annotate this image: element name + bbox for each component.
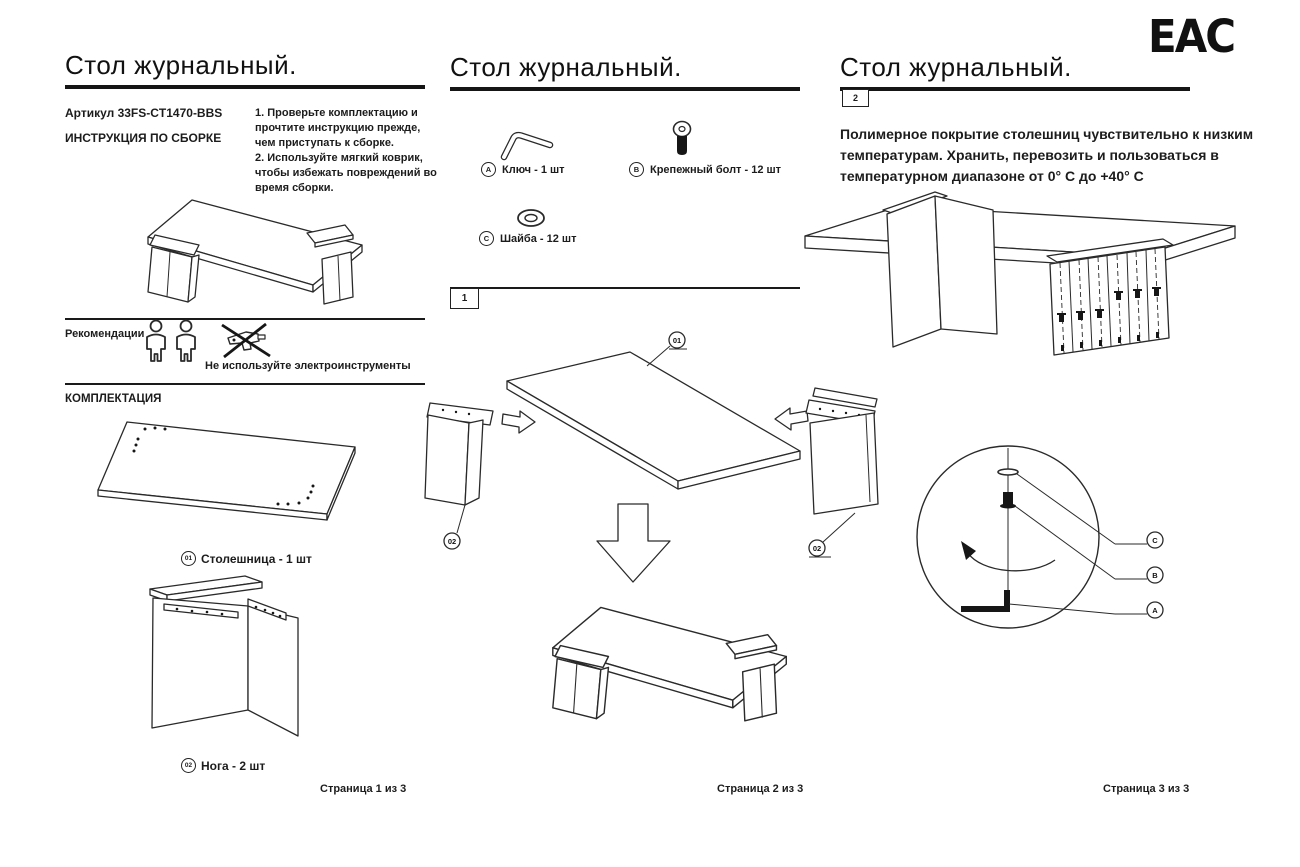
part-label-tabletop — [181, 551, 312, 566]
hardware-label-washer — [479, 231, 576, 246]
hardware-label-text: Шайба - 12 шт — [500, 232, 577, 245]
detail-callout-bolt: B — [1152, 571, 1158, 580]
article-number: Артикул 33FS-CT1470-BBS — [65, 106, 223, 120]
leg-diagram — [120, 573, 380, 758]
page1-footer: Страница 1 из 3 — [320, 783, 407, 795]
detail-callout-key: A — [1152, 606, 1158, 615]
step-number-box: 2 — [842, 89, 869, 107]
assembled-table-diagram — [495, 580, 855, 733]
allen-key-icon — [497, 130, 555, 160]
part-code-badge: 01 — [181, 551, 196, 566]
callout-tabletop: 01 — [672, 336, 682, 345]
contents-heading: КОМПЛЕКТАЦИЯ — [65, 393, 162, 405]
person-icon — [142, 319, 170, 363]
callout-leg-right: 02 — [812, 544, 822, 553]
temperature-warning: Полимерное покрытие столешниц чувствительно к низким температурам. Хранить, перевозить и пользоваться в температурном диапазоне от 0° С до +40° С — [840, 126, 1254, 184]
page3-footer: Страница 3 из 3 — [1103, 783, 1190, 795]
washer-icon — [510, 206, 554, 232]
part-label-text: Нога - 2 шт — [201, 758, 266, 773]
part-label-text: Столешница - 1 шт — [201, 551, 312, 566]
person-icon — [172, 319, 200, 363]
inverted-table-diagram — [795, 186, 1250, 384]
eac-mark: EAC — [1148, 10, 1235, 63]
callout-leg-left: 02 — [447, 537, 457, 546]
recommendations-label: Рекомендации — [65, 328, 145, 340]
part-label-leg — [181, 758, 265, 773]
hardware-label-key — [481, 162, 565, 177]
page2-footer: Страница 2 из 3 — [717, 783, 804, 795]
no-power-tools-warning: Не используйте электроинструменты — [205, 360, 411, 372]
detail-zoom-diagram — [903, 432, 1187, 650]
bolt-icon — [666, 120, 700, 160]
hardware-label-text: Крепежный болт - 12 шт — [650, 163, 782, 176]
detail-callout-washer: C — [1152, 536, 1158, 545]
page3-title: Стол журнальный. — [840, 52, 1190, 91]
assembled-table-diagram — [95, 175, 425, 315]
page1-subtitle: ИНСТРУКЦИЯ ПО СБОРКЕ — [65, 131, 222, 145]
hardware-code-badge: A — [481, 162, 496, 177]
tabletop-diagram — [70, 402, 380, 527]
divider-line — [65, 318, 425, 320]
divider-line — [65, 383, 425, 385]
hardware-label-bolt — [629, 162, 781, 177]
hardware-code-badge: C — [479, 231, 494, 246]
page1-title: Стол журнальный. — [65, 50, 425, 89]
hardware-label-text: Ключ - 1 шт — [502, 163, 565, 176]
step-line — [450, 287, 800, 289]
step-number-box: 1 — [450, 288, 479, 309]
note-2: 2. Используйте мягкий коврик, чтобы избежать повреждений во время сборки. — [255, 152, 437, 194]
hardware-code-badge: B — [629, 162, 644, 177]
no-power-tools-icon — [220, 322, 272, 360]
page2-title: Стол журнальный. — [450, 52, 800, 91]
part-code-badge: 02 — [181, 758, 196, 773]
note-1: 1. Проверьте комплектацию и прочтите инструкцию прежде, чем приступать к сборке. — [255, 107, 421, 149]
